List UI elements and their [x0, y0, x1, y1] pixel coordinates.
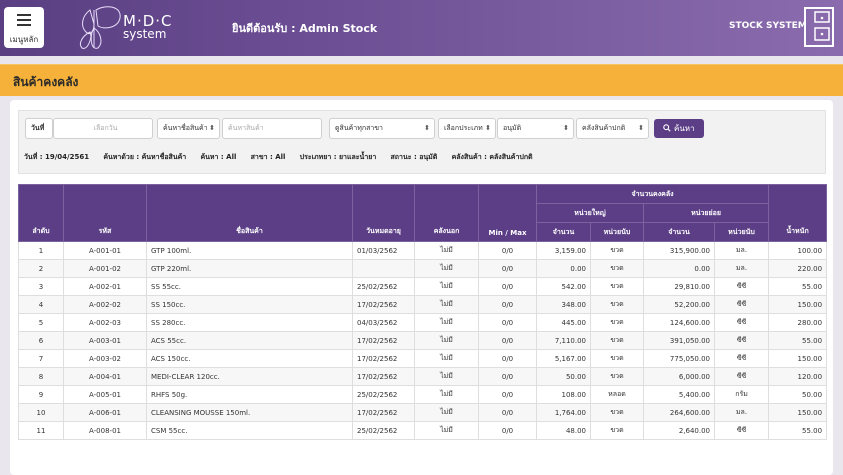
cell-expire: 25/02/2562 — [353, 422, 415, 440]
cell-code[interactable]: A-006-01 — [64, 404, 147, 422]
main-menu-button[interactable] — [4, 7, 44, 48]
cell-minmax: 0/0 — [479, 332, 537, 350]
cell-name: SS 150cc. — [147, 296, 353, 314]
cell-code[interactable]: A-004-01 — [64, 368, 147, 386]
cell-big-qty: 5,167.00 — [537, 350, 591, 368]
filter-panel — [18, 110, 826, 174]
cell-code[interactable]: A-003-02 — [64, 350, 147, 368]
cell-small-qty: 52,200.00 — [644, 296, 715, 314]
cell-big-qty: 3,159.00 — [537, 242, 591, 260]
cell-outside: ไม่มี — [415, 386, 479, 404]
cell-small-qty: 775,050.00 — [644, 350, 715, 368]
cell-big-qty: 7,110.00 — [537, 332, 591, 350]
col-no: ลำดับ — [19, 185, 64, 242]
cell-expire: 17/02/2562 — [353, 368, 415, 386]
col-big-qty: จำนวน — [537, 223, 591, 242]
cell-big-qty: 445.00 — [537, 314, 591, 332]
table-row — [19, 368, 827, 386]
cell-big-unit: ขวด — [591, 278, 644, 296]
cell-big-qty: 348.00 — [537, 296, 591, 314]
col-code: รหัส — [64, 185, 147, 242]
cell-expire: 17/02/2562 — [353, 332, 415, 350]
col-big-unit: หน่วยนับ — [591, 223, 644, 242]
cell-small-unit: มล. — [715, 404, 769, 422]
select-caret-icon: ⬍ — [638, 124, 644, 132]
cell-code[interactable]: A-003-01 — [64, 332, 147, 350]
cell-small-unit: กรัม — [715, 386, 769, 404]
cell-weight: 50.00 — [769, 386, 827, 404]
table-row — [19, 404, 827, 422]
cell-weight: 55.00 — [769, 332, 827, 350]
cell-no: 2 — [19, 260, 64, 278]
cell-big-unit: ขวด — [591, 350, 644, 368]
search-button[interactable] — [654, 119, 704, 138]
table-row — [19, 242, 827, 260]
cell-no: 7 — [19, 350, 64, 368]
cell-small-qty: 124,600.00 — [644, 314, 715, 332]
cell-name: ACS 150cc. — [147, 350, 353, 368]
cell-name: ACS 55cc. — [147, 332, 353, 350]
cell-small-qty: 315,900.00 — [644, 242, 715, 260]
summary-warehouse: คลังสินค้า : คลังสินค้าปกติ — [451, 153, 533, 161]
branch-select[interactable] — [329, 118, 435, 139]
table-row — [19, 422, 827, 440]
select-caret-icon: ⬍ — [563, 124, 569, 132]
cell-minmax: 0/0 — [479, 296, 537, 314]
cell-small-unit: ซีซี — [715, 278, 769, 296]
cell-minmax: 0/0 — [479, 278, 537, 296]
col-name: ชื่อสินค้า — [147, 185, 353, 242]
cell-no: 9 — [19, 386, 64, 404]
cell-minmax: 0/0 — [479, 404, 537, 422]
content-card — [10, 100, 833, 475]
cell-small-unit: ซีซี — [715, 296, 769, 314]
cell-name: CLEANSING MOUSSE 150ml. — [147, 404, 353, 422]
cell-code[interactable]: A-002-01 — [64, 278, 147, 296]
cell-outside: ไม่มี — [415, 422, 479, 440]
table-row — [19, 314, 827, 332]
hamburger-icon — [17, 14, 31, 29]
col-sub-big-unit: หน่วยใหญ่ — [537, 204, 644, 223]
cell-weight: 55.00 — [769, 422, 827, 440]
date-label: วันที่ — [25, 118, 53, 139]
summary-search-by: ค้นหาด้วย : ค้นหาชื่อสินค้า — [103, 153, 187, 161]
cell-small-qty: 391,050.00 — [644, 332, 715, 350]
cell-big-qty: 542.00 — [537, 278, 591, 296]
cell-name: SS 280cc. — [147, 314, 353, 332]
cell-expire: 17/02/2562 — [353, 296, 415, 314]
cell-big-unit: ขวด — [591, 242, 644, 260]
cell-expire: 17/02/2562 — [353, 350, 415, 368]
cell-small-qty: 29,810.00 — [644, 278, 715, 296]
cell-weight: 150.00 — [769, 350, 827, 368]
cell-no: 10 — [19, 404, 64, 422]
cell-big-qty: 0.00 — [537, 260, 591, 278]
cell-expire: 01/03/2562 — [353, 242, 415, 260]
cell-code[interactable]: A-008-01 — [64, 422, 147, 440]
cell-weight: 120.00 — [769, 368, 827, 386]
summary-branch: สาขา : All — [250, 153, 286, 161]
cell-minmax: 0/0 — [479, 350, 537, 368]
cell-outside: ไม่มี — [415, 278, 479, 296]
cell-small-unit: ซีซี — [715, 350, 769, 368]
summary-status: สถานะ : อนุมัติ — [390, 153, 438, 161]
summary-search: ค้นหา : All — [200, 153, 237, 161]
cell-big-qty: 48.00 — [537, 422, 591, 440]
cell-minmax: 0/0 — [479, 368, 537, 386]
col-expire: วันหมดอายุ — [353, 185, 415, 242]
cell-small-unit: มล. — [715, 260, 769, 278]
cell-small-qty: 5,400.00 — [644, 386, 715, 404]
cell-code[interactable]: A-001-02 — [64, 260, 147, 278]
branch-value: ดูสินค้าทุกสาขา — [335, 124, 383, 132]
table-row — [19, 386, 827, 404]
cell-minmax: 0/0 — [479, 260, 537, 278]
cell-big-unit: ขวด — [591, 260, 644, 278]
warehouse-value: คลังสินค้าปกติ — [582, 124, 626, 132]
cell-outside: ไม่มี — [415, 314, 479, 332]
cell-expire: 17/02/2562 — [353, 404, 415, 422]
cell-expire — [353, 260, 415, 278]
table-row — [19, 332, 827, 350]
cell-minmax: 0/0 — [479, 314, 537, 332]
cell-small-unit: ซีซี — [715, 422, 769, 440]
cell-small-unit: ซีซี — [715, 314, 769, 332]
cell-minmax: 0/0 — [479, 242, 537, 260]
col-small-unit: หน่วยนับ — [715, 223, 769, 242]
cell-small-qty: 264,600.00 — [644, 404, 715, 422]
cell-big-unit: ขวด — [591, 404, 644, 422]
cell-no: 1 — [19, 242, 64, 260]
cell-weight: 100.00 — [769, 242, 827, 260]
logo-line1: M·D·C — [123, 12, 173, 30]
cell-weight: 150.00 — [769, 296, 827, 314]
cell-name: RHFS 50g. — [147, 386, 353, 404]
type-value: เลือกประเภท — [444, 124, 483, 132]
cell-big-qty: 50.00 — [537, 368, 591, 386]
cell-outside: ไม่มี — [415, 242, 479, 260]
col-small-qty: จำนวน — [644, 223, 715, 242]
warehouse-select[interactable] — [576, 118, 649, 139]
search-by-value: ค้นหาชื่อสินค้า — [163, 124, 208, 132]
cell-code[interactable]: A-002-03 — [64, 314, 147, 332]
cell-small-qty: 2,640.00 — [644, 422, 715, 440]
page-title: สินค้าคงคลัง — [13, 75, 79, 89]
cell-no: 3 — [19, 278, 64, 296]
cell-big-unit: ขวด — [591, 296, 644, 314]
select-caret-icon: ⬍ — [485, 124, 491, 132]
table-row — [19, 278, 827, 296]
cell-small-qty: 0.00 — [644, 260, 715, 278]
status-select[interactable] — [497, 118, 574, 139]
page-title-bar — [0, 64, 843, 96]
cell-no: 5 — [19, 314, 64, 332]
cell-outside: ไม่มี — [415, 332, 479, 350]
cell-no: 11 — [19, 422, 64, 440]
welcome-text: ยินดีต้อนรับ : Admin Stock — [232, 22, 378, 35]
cell-name: SS 55cc. — [147, 278, 353, 296]
cell-big-unit: ขวด — [591, 422, 644, 440]
cell-small-unit: มล. — [715, 242, 769, 260]
logo-line2: system — [123, 27, 167, 41]
select-caret-icon: ⬍ — [424, 124, 430, 132]
cell-code[interactable]: A-005-01 — [64, 386, 147, 404]
table-row — [19, 260, 827, 278]
cell-small-qty: 6,000.00 — [644, 368, 715, 386]
cell-weight: 280.00 — [769, 314, 827, 332]
cell-name: GTP 220ml. — [147, 260, 353, 278]
cell-code[interactable]: A-002-02 — [64, 296, 147, 314]
date-picker-input[interactable]: เลือกวัน — [53, 118, 153, 139]
logo-text — [123, 14, 173, 40]
cell-outside: ไม่มี — [415, 260, 479, 278]
col-weight: น้ำหนัก — [769, 185, 827, 242]
cell-outside: ไม่มี — [415, 296, 479, 314]
top-header — [0, 0, 843, 56]
col-sub-small-unit: หน่วยย่อย — [644, 204, 769, 223]
system-name: STOCK SYSTEM — [729, 21, 807, 31]
table-row — [19, 296, 827, 314]
cell-big-unit: ขวด — [591, 368, 644, 386]
cell-big-unit: ขวด — [591, 314, 644, 332]
cell-no: 6 — [19, 332, 64, 350]
cell-minmax: 0/0 — [479, 422, 537, 440]
summary-type: ประเภทยา : ยาและน้ำยา — [299, 153, 377, 161]
stock-cabinet-icon — [803, 6, 835, 48]
main-menu-label: เมนูหลัก — [9, 35, 39, 44]
cell-outside: ไม่มี — [415, 350, 479, 368]
cell-expire: 25/02/2562 — [353, 386, 415, 404]
summary-date: วันที่ : 19/04/2561 — [24, 153, 90, 161]
table-row — [19, 350, 827, 368]
status-value: อนุมัติ — [503, 124, 522, 132]
cell-big-qty: 108.00 — [537, 386, 591, 404]
filter-summary — [24, 152, 535, 163]
cell-small-unit: ซีซี — [715, 332, 769, 350]
product-search-input[interactable]: ค้นหาสินค้า — [222, 118, 322, 139]
cell-small-unit: ซีซี — [715, 368, 769, 386]
cell-weight: 150.00 — [769, 404, 827, 422]
col-outside: คลังนอก — [415, 185, 479, 242]
cell-expire: 04/03/2562 — [353, 314, 415, 332]
select-caret-icon: ⬍ — [209, 124, 215, 132]
cell-name: GTP 100ml. — [147, 242, 353, 260]
col-minmax: Min / Max — [479, 185, 537, 242]
search-by-select[interactable] — [157, 118, 220, 139]
cell-big-unit: ขวด — [591, 332, 644, 350]
cell-big-unit: หลอด — [591, 386, 644, 404]
cell-weight: 220.00 — [769, 260, 827, 278]
cell-name: CSM 55cc. — [147, 422, 353, 440]
cell-code[interactable]: A-001-01 — [64, 242, 147, 260]
type-select[interactable] — [438, 118, 496, 139]
search-button-label: ค้นหา — [673, 124, 695, 133]
cell-outside: ไม่มี — [415, 404, 479, 422]
col-group-stock: จำนวนคงคลัง — [537, 185, 769, 204]
cell-no: 4 — [19, 296, 64, 314]
cell-minmax: 0/0 — [479, 386, 537, 404]
cell-expire: 25/02/2562 — [353, 278, 415, 296]
cell-name: MEDI-CLEAR 120cc. — [147, 368, 353, 386]
search-icon — [663, 124, 671, 132]
cell-no: 8 — [19, 368, 64, 386]
cell-big-qty: 1,764.00 — [537, 404, 591, 422]
cell-weight: 55.00 — [769, 278, 827, 296]
inventory-table — [18, 184, 827, 440]
cell-outside: ไม่มี — [415, 368, 479, 386]
